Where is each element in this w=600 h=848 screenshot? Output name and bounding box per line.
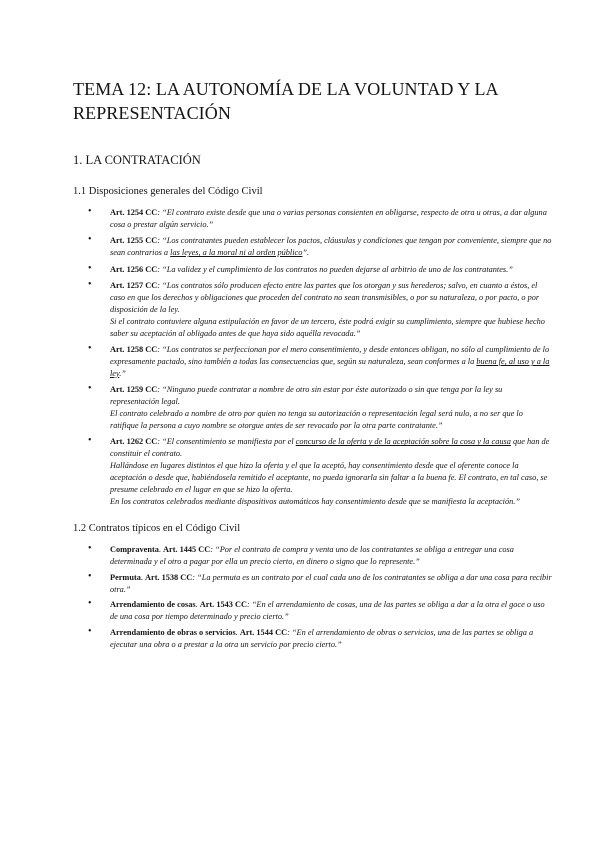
article-paragraph: Hallándose en lugares distintos el que hizo la oferta y el que la aceptó, hay consentimiento desde que el oferente conoce la aceptación o desde que, habiéndosela remitido el aceptante, no pueda ignorarla sin faltar a la buena fe. El contrato, en tal caso, se presume celebrado en el lugar en que se hizo la oferta. — [110, 461, 548, 495]
contract-type-name: Compraventa — [110, 544, 159, 554]
article-label: Art. 1544 CC — [239, 628, 288, 638]
article-label: Art. 1256 CC — [110, 264, 158, 274]
article-label: Art. 1259 CC — [110, 385, 158, 395]
article-text: : “En el arrendamiento de obras o servicios, una de las partes se obliga a ejecutar una obra o a prestar a la otra un servicio por precio cierto.” — [110, 628, 534, 650]
article-text: : “Los contratantes pueden establecer los pactos, cláusulas y condiciones que tengan por conveniente, siempre que no sean contrarios a — [110, 236, 552, 258]
article-paragraph: El contrato celebrado a nombre de otro por quien no tenga su autorización o representación legal será nulo, a no ser que lo ratifique la persona a cuyo nombre se otorgue antes de ser revocado por la otra parte contratante.” — [110, 409, 523, 430]
contract-types-list — [73, 544, 552, 651]
article-text: : “Los contratos sólo producen efecto entre las partes que los otorgan y sus herederos; salvo, en cuanto a éstos, el caso en que los derechos y obligaciones que proceden del contrato no sean transmisibles, o por su naturaleza, o por pacto, o por disposición de la ley. — [110, 281, 540, 314]
articles-list — [73, 207, 552, 508]
article-text: : “La permuta es un contrato por el cual cada uno de los contratantes se obliga a dar una cosa para recibir otra.” — [110, 572, 552, 594]
document-title: TEMA 12: LA AUTONOMÍA DE LA VOLUNTAD Y LA REPRESENTACIÓN — [73, 79, 498, 123]
list-item-permuta: • Permuta. Art. 1538 CC: “La permuta es un contrato por el cual cada uno de los contratantes se obliga a dar una cosa para recibir otra.” — [73, 572, 552, 596]
underlined-phrase: concurso de la oferta y de la aceptación sobre la cosa y la causa — [295, 437, 511, 447]
article-text-end: ”. — [302, 248, 310, 258]
article-text: : “La validez y el cumplimiento de los contratos no pueden dejarse al arbitrio de uno de los contratantes.” — [157, 264, 513, 274]
list-item-arrendamiento-obras: • Arrendamiento de obras o servicios. Art. 1544 CC: “En el arrendamiento de obras o servicios, una de las partes se obliga a ejecutar una obra o a prestar a la otra un servicio por precio cierto.” — [73, 627, 552, 651]
contract-type-name: Permuta — [110, 572, 141, 582]
article-label: Art. 1538 CC — [145, 572, 193, 582]
article-paragraph: En los contratos celebrados mediante dispositivos automáticos hay consentimiento desde que se manifiesta la aceptación.” — [110, 496, 520, 506]
article-text: : “El contrato existe desde que una o varias personas consienten en obligarse, respecto de otra u otras, a dar alguna cosa o prestar algún servicio.” — [110, 208, 547, 229]
list-item-art1262 — [73, 436, 552, 507]
article-text: : “Ninguno puede contratar a nombre de otro sin estar por éste autorizado o sin que tenga por la ley su representación legal. — [110, 385, 503, 407]
list-item-compraventa: • Compraventa. Art. 1445 CC: “Por el contrato de compra y venta uno de los contratantes se obliga a entregar una cosa determinada y el otro a pagar por ella un precio cierto, en dinero o signo que lo represente.” — [73, 544, 552, 568]
article-label: Art. 1255 CC — [110, 236, 158, 246]
list-item-art1254 — [73, 207, 552, 231]
list-item-arrendamiento-cosas: • Arrendamiento de cosas. Art. 1543 CC: “En el arrendamiento de cosas, una de las partes se obliga a dar a la otra el goce o uso de una cosa por tiempo determinado y precio cierto.” — [73, 599, 552, 623]
list-item-art1255 — [73, 235, 552, 259]
article-label: Art. 1257 CC — [110, 281, 158, 291]
article-text: : “El consentimiento se manifiesta por el — [157, 437, 296, 447]
section-heading-contratacion: 1. LA CONTRATACIÓN — [73, 153, 201, 167]
article-label: Art. 1254 CC — [110, 208, 158, 217]
subsection-heading-contratos-tipicos: 1.2 Contratos típicos en el Código Civil — [73, 522, 241, 534]
article-label: Art. 1258 CC — [110, 345, 158, 355]
article-label: Art. 1445 CC — [163, 544, 211, 554]
contract-type-name: Arrendamiento de obras o servicios — [110, 628, 236, 638]
list-item-art1256 — [73, 264, 552, 276]
article-paragraph: Si el contrato contuviere alguna estipulación en favor de un tercero, éste podrá exigir su cumplimiento, siempre que hubiese hecho saber su aceptación al obligado antes de que haya sido aquélla revocada.” — [110, 316, 545, 338]
list-item-art1258 — [73, 344, 552, 380]
article-label: Art. 1262 CC — [110, 437, 158, 447]
article-text-end: .” — [119, 368, 126, 378]
article-text: : “Por el contrato de compra y venta uno de los contratantes se obliga a entregar una cosa determinada y el otro a pagar por ella un precio cierto, en dinero o signo que lo represente.” — [110, 544, 514, 566]
contract-type-name: Arrendamiento de cosas — [110, 600, 196, 610]
article-label: Art. 1543 CC — [199, 600, 247, 610]
underlined-phrase: las leyes, a la moral ni al orden público — [170, 248, 303, 258]
article-text-end: que han de constituir el contrato. — [110, 437, 550, 459]
article-text: : “Los contratos se perfeccionan por el mero consentimiento, y desde entonces obligan, no sólo al cumplimiento de lo expresamente pactado, sino también a todas las consecuencias que, según su naturaleza, sean conformes a la — [110, 345, 550, 366]
list-item-art1259 — [73, 384, 552, 432]
list-item-art1257 — [73, 280, 552, 340]
underlined-phrase: buena fe, al uso y a la ley — [110, 356, 550, 378]
subsection-heading-disposiciones: 1.1 Disposiciones generales del Código Civil — [73, 186, 263, 197]
article-text: : “En el arrendamiento de cosas, una de las partes se obliga a dar a la otra el goce o uso de una cosa por tiempo determinado y precio cierto.” — [110, 600, 545, 622]
